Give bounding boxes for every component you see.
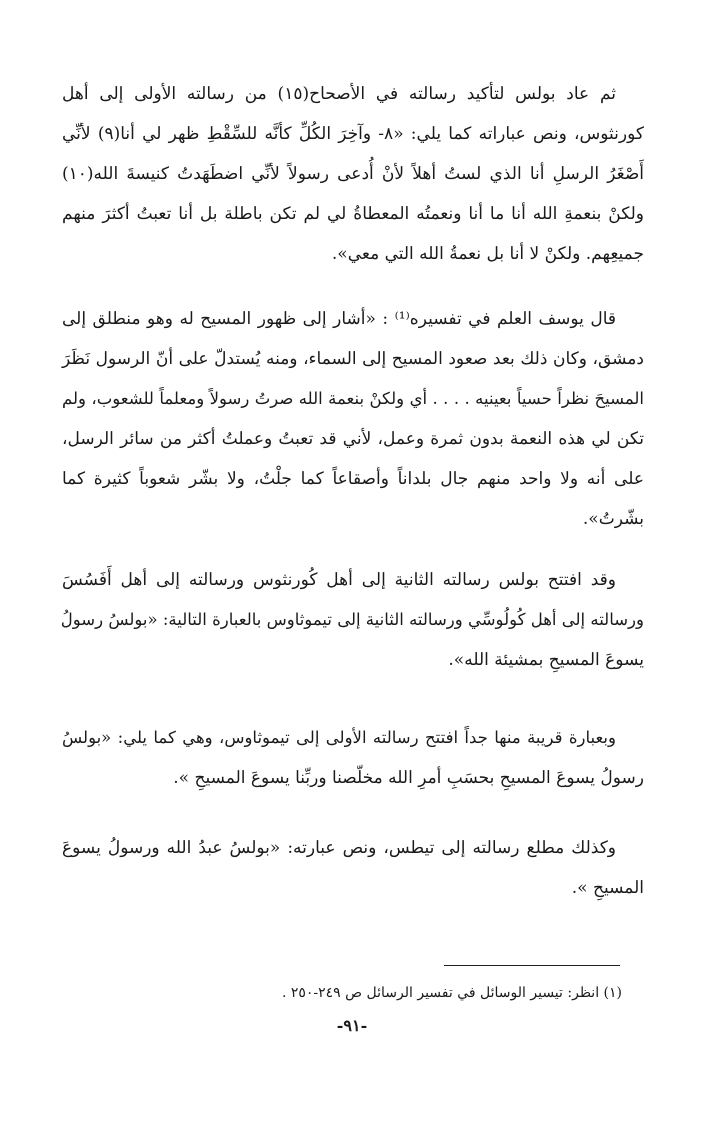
footnote-separator xyxy=(444,965,620,966)
text-line: دمشق، وكان ذلك بعد صعود المسيح إلى السماء، ومنه يُستدلّ على أنّ الرسول نَظَرَ xyxy=(62,349,644,369)
text-line: ثم عاد بولس لتأكيد رسالته في الأصحاح(١٥) من رسالته الأولى إلى أهل xyxy=(62,84,616,104)
page-number: -٩١- xyxy=(336,1016,368,1035)
text-line: يسوعَ المسيحِ بمشيئة الله». xyxy=(448,650,644,670)
text-line: أَصْغَرُ الرسلِ أنا الذي لستُ أهلاً لأنْ أُدعى رسولاً لأنِّي اضطَهَدتُ كنيسةَ الله(١٠) xyxy=(62,164,644,184)
text-line: وبعبارة قريبة منها جداً افتتح رسالته الأولى إلى تيموثاوس، وهي كما يلي: «بولسُ xyxy=(62,728,616,747)
paragraph-3 xyxy=(62,560,644,680)
paragraph-1 xyxy=(62,74,644,274)
text-line: تكن لي هذه النعمة بدون ثمرة وعمل، لأني قد تعبتُ وعملتُ أكثر من سائر الرسل، xyxy=(62,429,644,449)
text-line: جميعِهم. ولكنْ لا أنا بل نعمةُ الله التي معي». xyxy=(331,244,644,264)
text-line: ورسالته إلى أهل كُولُوسِّي ورسالته الثانية إلى تيموثاوس بالعبارة التالية: «بولسُ رسولُ xyxy=(60,610,644,629)
text-line: قال يوسف العلم في تفسيره⁽¹⁾ : «أشار إلى ظهور المسيح له وهو منطلق إلى xyxy=(62,309,616,329)
text-line: ولكنْ بنعمةِ الله أنا ما أنا ونعمتُه المعطاةُ لي لم تكن باطلة بل أنا تعبتُ أكثرَ منهم xyxy=(62,204,644,224)
paragraph-2 xyxy=(62,299,644,539)
text-line: المسيحِ ». xyxy=(571,878,644,898)
text-line: رسولُ يسوعَ المسيحِ بحسَبِ أمرِ الله مخلّصنا وربِّنا يسوعَ المسيحِ ». xyxy=(173,768,644,788)
paragraph-5 xyxy=(62,828,644,908)
text-line: المسيحَ نظراً حسياً بعينيه . . . . أي ولكنْ بنعمة الله صرتُ رسولاً ومعلماً للشعوب، ولم xyxy=(62,389,644,408)
text-line: كورنثوس، ونص عباراته كما يلي: «٨- وآخِرَ الكُلِّ كأنَّه للسِّقْطِ ظهر لي أنا(٩) لأنِّي xyxy=(62,124,644,144)
text-line: بشّرتُ». xyxy=(582,509,644,529)
text-line: وكذلك مطلع رسالته إلى تيطس، ونص عبارته: «بولسُ عبدُ الله ورسولُ يسوعَ xyxy=(62,838,616,858)
paragraph-4 xyxy=(62,718,644,798)
text-line: على أنه ولا واحد منهم جال بلداناً وأصقاعاً كما جلْتُ، ولا بشّر شعوباً كثيرة كما xyxy=(62,469,644,489)
footnote: (١) انظر: تيسير الوسائل في تفسير الرسائل ص ٢٤٩-٢٥٠ . xyxy=(281,985,622,1001)
text-line: وقد افتتح بولس رسالته الثانية إلى أهل كُورنثوس ورسالته إلى أهل أَفَسُسَ xyxy=(62,570,616,590)
